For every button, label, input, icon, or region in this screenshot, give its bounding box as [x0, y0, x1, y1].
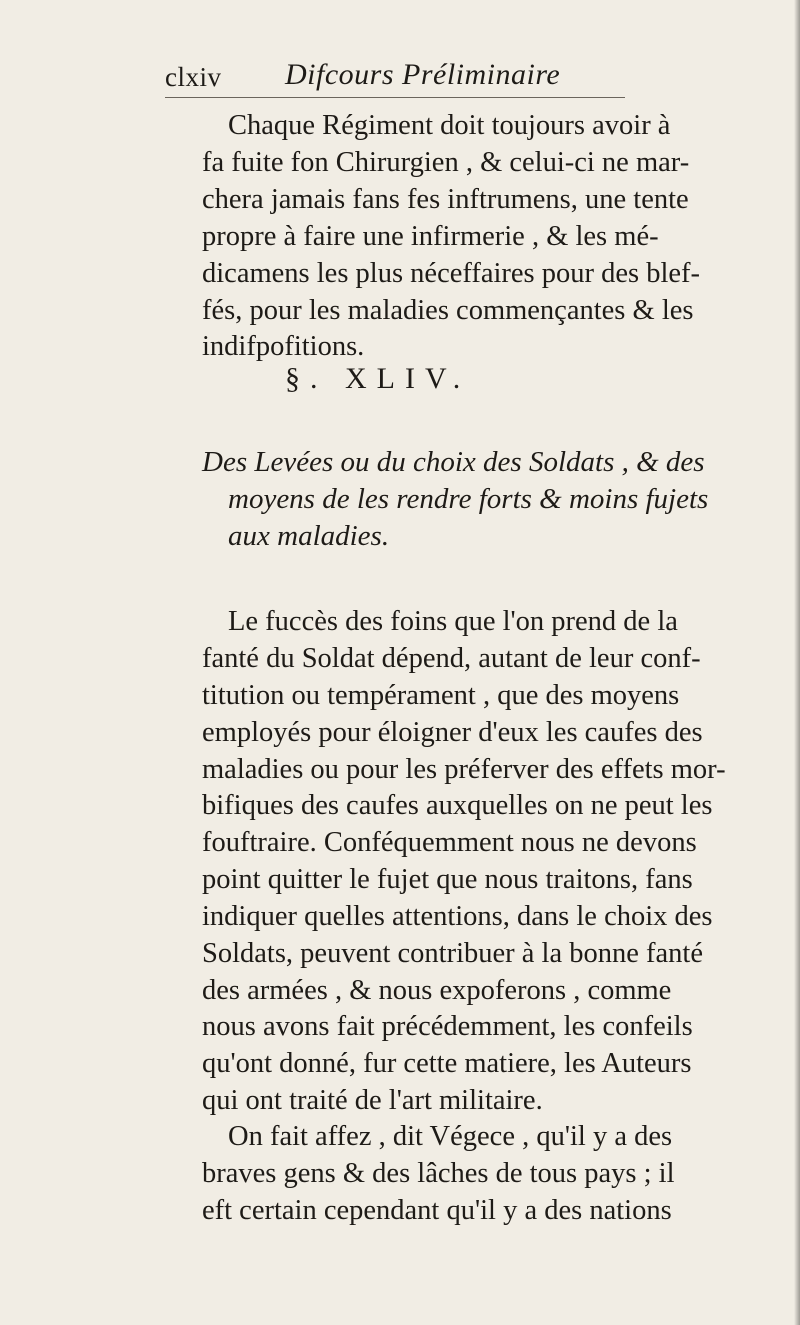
- text-line: nous avons fait précédemment, les confeils: [202, 1011, 693, 1042]
- text-line: qui ont traité de l'art militaire.: [202, 1085, 543, 1116]
- text-line: des armées , & nous expoferons , comme: [202, 975, 672, 1006]
- text-line: Soldats, peuvent contribuer à la bonne fanté: [202, 938, 703, 969]
- section-subtitle-line: Des Levées ou du choix des Soldats , & des: [202, 446, 705, 478]
- page-header: [165, 58, 685, 98]
- text-line: Le fuccès des foins que l'on prend de la: [228, 606, 678, 637]
- text-line: fanté du Soldat dépend, autant de leur conf-: [202, 643, 701, 674]
- section-subtitle-line: aux maladies.: [228, 520, 390, 552]
- text-line: On fait affez , dit Végece , qu'il y a des: [228, 1121, 673, 1152]
- text-line: indifpofitions.: [202, 331, 365, 362]
- text-line: employés pour éloigner d'eux les caufes des: [202, 717, 703, 748]
- page-number: clxiv: [165, 62, 222, 92]
- text-line: titution ou tempérament , que des moyens: [202, 680, 680, 711]
- text-line: point quitter le fujet que nous traitons, fans: [202, 864, 693, 895]
- running-title: Difcours Préliminaire: [285, 58, 561, 91]
- text-line: fouftraire. Conféquemment nous ne devons: [202, 827, 697, 858]
- text-line: dicamens les plus néceffaires pour des blef-: [202, 258, 701, 289]
- text-line: maladies ou pour les préferver des effets mor-: [202, 754, 726, 785]
- text-line: propre à faire une infirmerie , & les mé-: [202, 221, 659, 252]
- text-line: eft certain cependant qu'il y a des nations: [202, 1195, 672, 1226]
- header-rule: [165, 97, 625, 98]
- page-edge-shadow: [794, 0, 800, 1325]
- text-line: braves gens & des lâches de tous pays ; il: [202, 1158, 675, 1189]
- section-heading: §. XLIV.: [285, 362, 471, 395]
- text-line: qu'ont donné, fur cette matiere, les Auteurs: [202, 1048, 692, 1079]
- text-line: chera jamais fans fes inftrumens, une tente: [202, 184, 689, 215]
- section-subtitle-line: moyens de les rendre forts & moins fujets: [228, 483, 709, 515]
- text-line: indiquer quelles attentions, dans le choix des: [202, 901, 713, 932]
- text-line: Chaque Régiment doit toujours avoir à: [228, 110, 671, 141]
- text-line: bifiques des caufes auxquelles on ne peut les: [202, 790, 713, 821]
- text-line: fa fuite fon Chirurgien , & celui-ci ne mar-: [202, 147, 690, 178]
- text-line: fés, pour les maladies commençantes & les: [202, 295, 694, 326]
